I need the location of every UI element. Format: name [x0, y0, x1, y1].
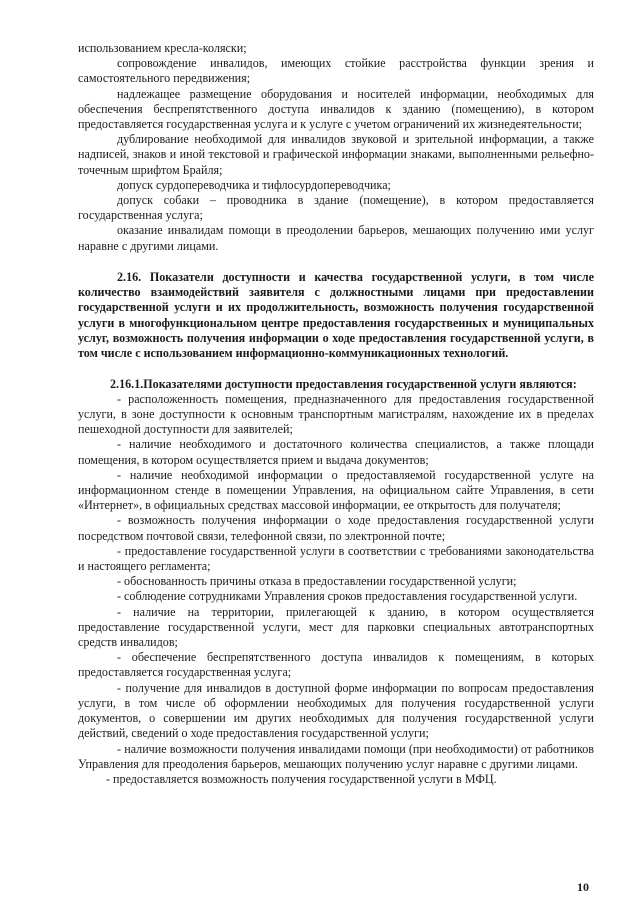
- indicator-item: - наличие на территории, прилегающей к зданию, в котором осуществляется предоставление государственной услуги, мест для парковки специальных автотранспортных средств инвалидов;: [78, 604, 594, 650]
- page-number: 10: [577, 880, 589, 894]
- document-body: [78, 41, 594, 787]
- paragraph: сопровождение инвалидов, имеющих стойкие расстройства функции зрения и самостоятельного передвижения;: [78, 56, 594, 86]
- indicator-item: - обоснованность причины отказа в предоставлении государственной услуги;: [117, 574, 517, 589]
- indicator-item: - наличие необходимого и достаточного количества специалистов, а также площади помещения, в котором осуществляется прием и выдача документов;: [78, 437, 594, 467]
- indicator-item: - предоставление государственной услуги в соответствии с требованиями законодательства и настоящего регламента;: [78, 543, 594, 574]
- indicator-item: - наличие возможности получения инвалидами помощи (при необходимости) от работников Управления для преодоления барьеров, мешающих получению услуг наравне с другими лицами.: [78, 741, 594, 771]
- indicator-item: - соблюдение сотрудниками Управления сроков предоставления государственной услуги.: [117, 589, 578, 604]
- indicator-item: - наличие необходимой информации о предоставляемой государственной услуге на информационном стенде в помещении Управления, на официальном сайте Управления, в сети «Интернет», в официальных средствах массовой информации, ее открытость для получателя;: [78, 467, 594, 513]
- paragraph: допуск сурдопереводчика и тифлосурдопереводчика;: [117, 177, 391, 192]
- indicator-item: - расположенность помещения, предназначенного для предоставления государственной услуги, в зоне доступности к основным транспортным магистралям, нахождение их в пределах пешеходной доступности для заявителей;: [78, 391, 594, 437]
- paragraph: допуск собаки – проводника в здание (помещение), в котором предоставляется государственная услуга;: [78, 193, 594, 223]
- paragraph: надлежащее размещение оборудования и носителей информации, необходимых для обеспечения беспрепятственного доступа инвалидов к зданию (помещению), в котором предоставляется государственная услуга и к услуге с учетом ограничений их жизнедеятельности;: [78, 86, 594, 132]
- indicator-item: - возможность получения информации о ходе предоставления государственной услуги посредством почтовой связи, телефонной связи, по электронной почте;: [78, 513, 594, 543]
- indicator-item: - предоставляется возможность получения государственной услуги в МФЦ.: [106, 771, 497, 786]
- paragraph: использованием кресла-коляски;: [78, 41, 247, 55]
- subsection-heading: 2.16.1.Показателями доступности предоставления государственной услуги являются:: [110, 376, 577, 391]
- paragraph: дублирование необходимой для инвалидов звуковой и зрительной информации, а также надписей, знаков и иной текстовой и графической информации знаками, выполненными рельефно-точечным шрифтом Брайля;: [78, 132, 594, 177]
- indicator-item: - получение для инвалидов в доступной форме информации по вопросам предоставления услуги, в том числе об оформлении необходимых для получения государственной услуги документов, о совершении им других необходимых для получения государственной услуги действий, сведений о ходе предоставления государственной услуги;: [78, 680, 594, 741]
- paragraph: оказание инвалидам помощи в преодолении барьеров, мешающих получению ими услуг наравне с другими лицами.: [78, 223, 594, 253]
- section-heading: 2.16. Показатели доступности и качества государственной услуги, в том числе количество взаимодействий заявителя с должностными лицами при предоставлении государственной услуги и их продолжительность, возможность получения государственной услуги в многофункциональном центре предоставления государственных и муниципальных услуг, возможность получения информации о ходе предоставления государственной услуги, в том числе с использованием информационно-коммуникационных технологий.: [78, 269, 594, 361]
- indicator-item: - обеспечение беспрепятственного доступа инвалидов к помещениям, в которых предоставляется государственная услуга;: [78, 650, 594, 680]
